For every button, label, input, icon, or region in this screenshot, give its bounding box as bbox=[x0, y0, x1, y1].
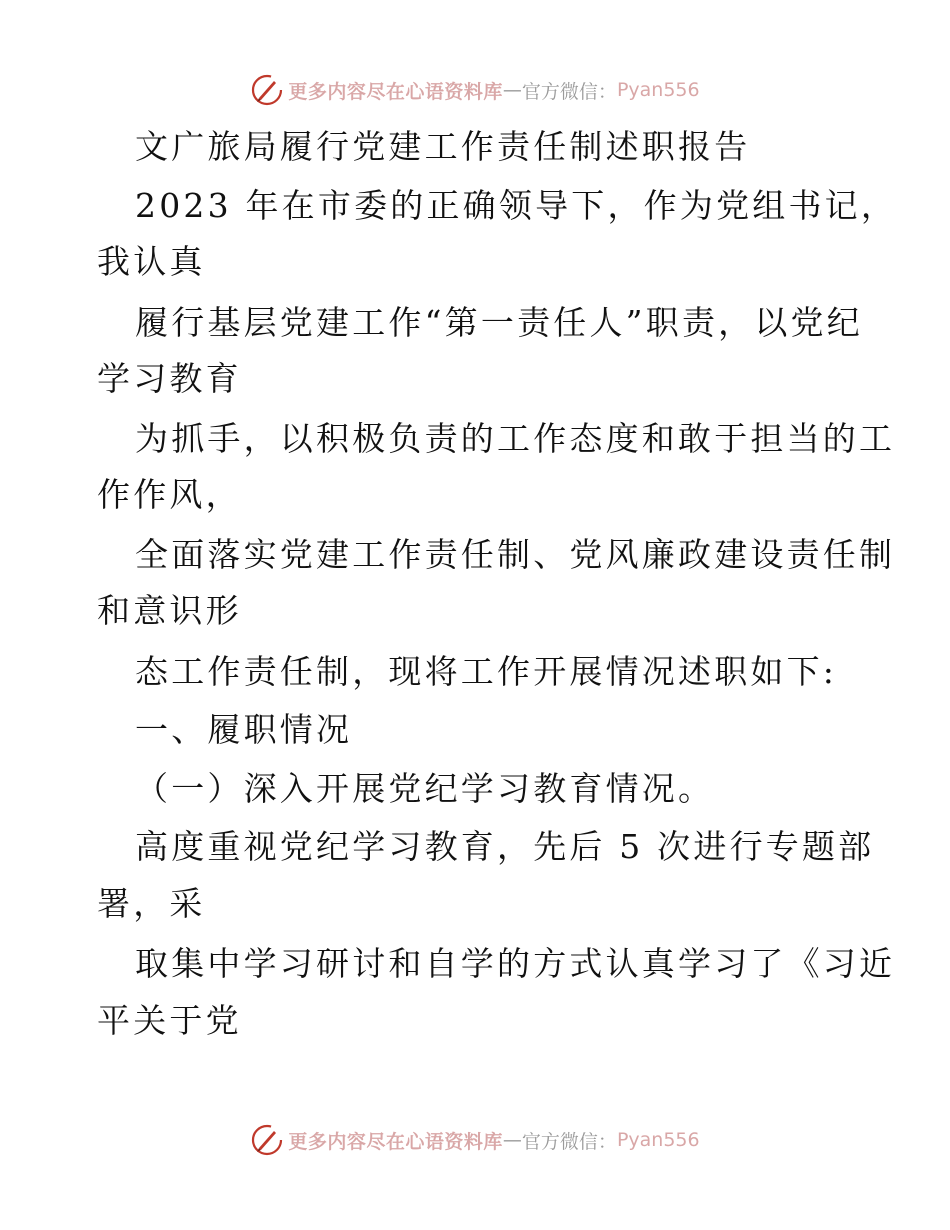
paragraph-line: 平关于党 bbox=[97, 1001, 242, 1040]
paragraph-line: 全面落实党建工作责任制、党风廉政建设责任制 bbox=[135, 535, 896, 574]
watermark-handle: Pyan556 bbox=[616, 1129, 700, 1151]
watermark-main-text: 更多内容尽在心语资料库 bbox=[288, 1130, 503, 1153]
quill-logo-icon bbox=[250, 1123, 284, 1157]
paragraph-line: 取集中学习研讨和自学的方式认真学习了《习近 bbox=[135, 944, 896, 983]
paragraph-line: 作作风， bbox=[97, 475, 242, 514]
watermark-main-text: 更多内容尽在心语资料库 bbox=[288, 80, 503, 103]
watermark-banner-top bbox=[0, 70, 950, 110]
paragraph-line: 和意识形 bbox=[97, 591, 242, 630]
paragraph-line: 2023 年在市委的正确领导下，作为党组书记， bbox=[135, 186, 898, 225]
paragraph-line: 学习教育 bbox=[97, 359, 242, 398]
paragraph-line: 为抓手，以积极负责的工作态度和敢于担当的工 bbox=[135, 419, 896, 458]
paragraph-line: 我认真 bbox=[97, 242, 206, 281]
watermark-side-text: 官方微信： bbox=[521, 1130, 617, 1153]
watermark-handle: Pyan556 bbox=[616, 79, 700, 101]
paragraph-line: 高度重视党纪学习教育，先后 5 次进行专题部 bbox=[135, 827, 875, 866]
watermark-dash: — bbox=[502, 1129, 522, 1151]
paragraph-line: 履行基层党建工作“第一责任人”职责，以党纪 bbox=[135, 303, 863, 342]
subsection-heading: （一）深入开展党纪学习教育情况。 bbox=[135, 769, 715, 808]
watermark-dash: — bbox=[502, 79, 522, 101]
section-heading: 一、履职情况 bbox=[135, 710, 353, 749]
watermark-side-text: 官方微信： bbox=[521, 80, 617, 103]
watermark-banner-bottom bbox=[0, 1120, 950, 1160]
paragraph-line: 署，采 bbox=[97, 884, 206, 923]
paragraph-line: 态工作责任制，现将工作开展情况述职如下: bbox=[135, 652, 838, 691]
document-title: 文广旅局履行党建工作责任制述职报告 bbox=[135, 127, 751, 166]
quill-logo-icon bbox=[250, 73, 284, 107]
